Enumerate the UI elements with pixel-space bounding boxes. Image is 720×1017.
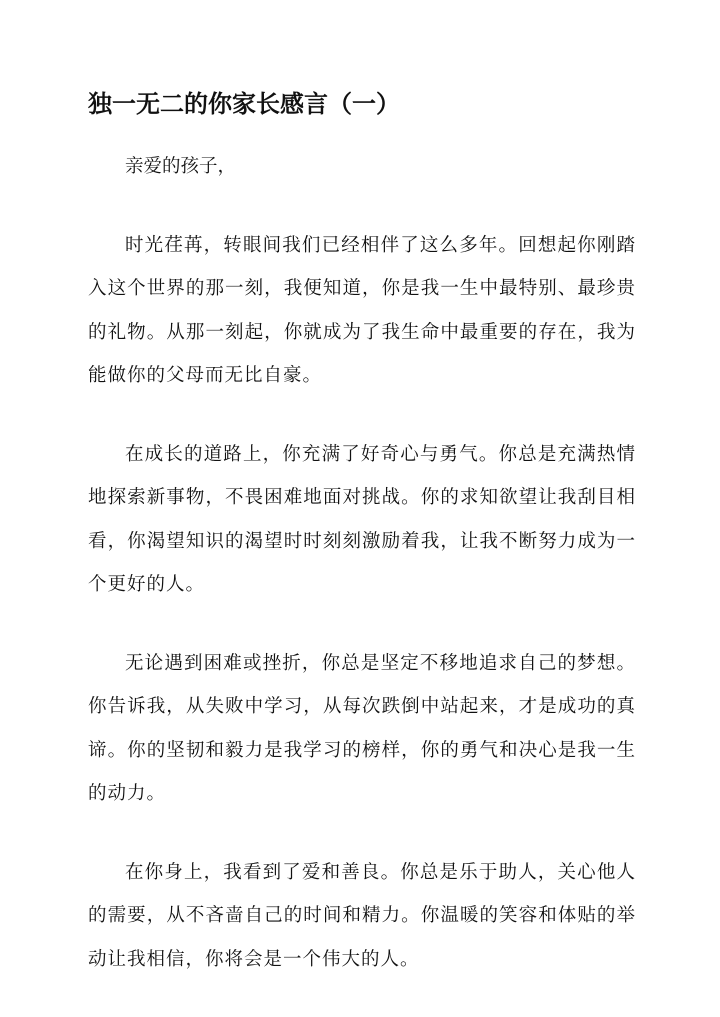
paragraph-4: 在你身上，我看到了爱和善良。你总是乐于助人，关心他人的需要，从不吝啬自己的时间和精力。你温暖的笑容和体贴的举动让我相信，你将会是一个伟大的人。 xyxy=(88,861,636,970)
document-body xyxy=(88,145,636,1016)
salutation: 亲爱的孩子， xyxy=(125,156,237,177)
document-title: 独一无二的你家长感言（一） xyxy=(88,89,400,118)
paragraph-3: 无论遇到困难或挫折，你总是坚定不移地追求自己的梦想。你告诉我，从失败中学习，从每次跌倒中站起来，才是成功的真谛。你的坚韧和毅力是我学习的榜样，你的勇气和决心是我一生的动力。 xyxy=(88,652,636,804)
paragraph-2: 在成长的道路上，你充满了好奇心与勇气。你总是充满热情地探索新事物，不畏困难地面对挑战。你的求知欲望让我刮目相看，你渴望知识的渴望时时刻刻激励着我，让我不断努力成为一个更好的人。 xyxy=(88,443,636,595)
paragraph-1: 时光荏苒，转眼间我们已经相伴了这么多年。回想起你刚踏入这个世界的那一刻，我便知道，你是我一生中最特别、最珍贵的礼物。从那一刻起，你就成为了我生命中最重要的存在，我为能做你的父母而无比自豪。 xyxy=(88,234,636,386)
